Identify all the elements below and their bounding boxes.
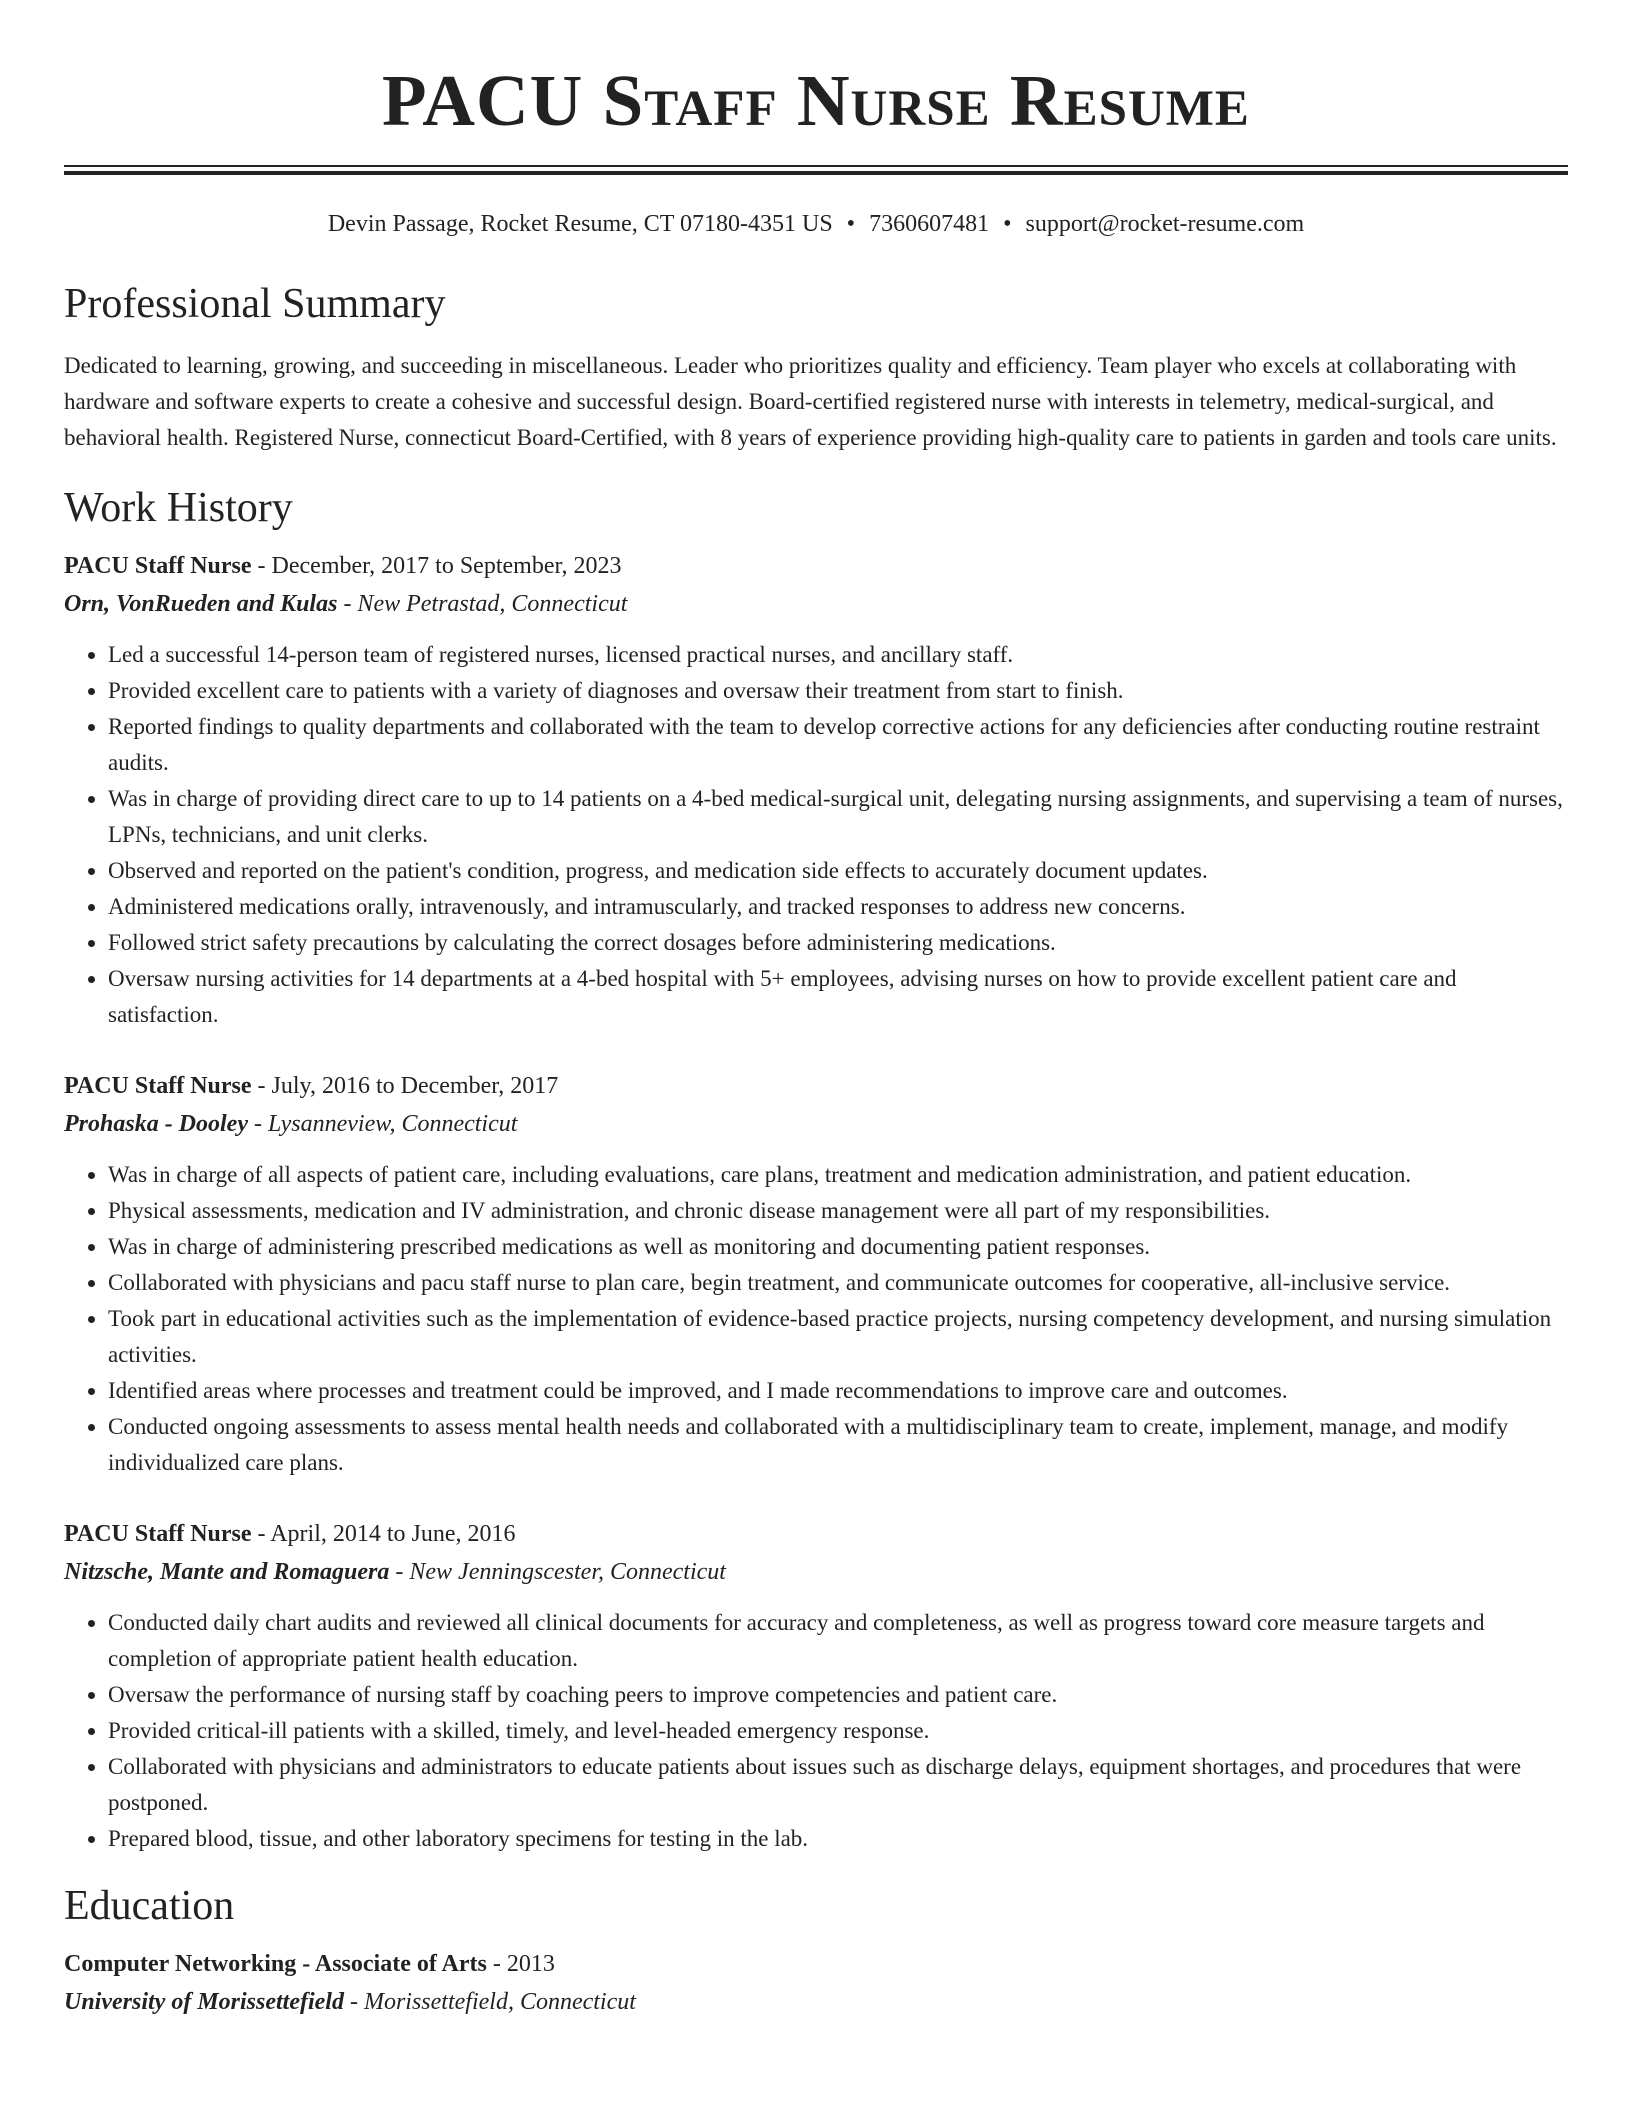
contact-email: support@rocket-resume.com: [1025, 211, 1305, 237]
job-bullet: • Oversaw nursing activities for 14 departments at a 4-bed hospital with 5+ employees, advising nurses on how to provide excellent patient care and satisfaction.: [108, 961, 1568, 1033]
title-divider: [64, 165, 1568, 175]
job-location: - New Jenningscester, Connecticut: [389, 1559, 726, 1585]
job-bullet: • Was in charge of administering prescribed medications as well as monitoring and documenting patient responses.: [108, 1229, 1568, 1265]
job-bullet: • Administered medications orally, intravenously, and intramuscularly, and tracked responses to address new concerns.: [108, 889, 1568, 925]
job-entry: [64, 547, 1568, 1033]
job-entry: [64, 1515, 1568, 1857]
job-employer-line: [64, 1553, 1568, 1591]
job-bullet: • Identified areas where processes and treatment could be improved, and I made recommendations to improve care and outcomes.: [108, 1373, 1568, 1409]
job-dates: - July, 2016 to December, 2017: [251, 1073, 559, 1099]
job-bullet: • Collaborated with physicians and pacu staff nurse to plan care, begin treatment, and communicate outcomes for cooperative, all-inclusive service.: [108, 1265, 1568, 1301]
education-school: University of Morissettefield: [64, 1989, 344, 2015]
job-bullet: • Conducted ongoing assessments to assess mental health needs and collaborated with a multidisciplinary team to create, implement, manage, and modify individualized care plans.: [108, 1409, 1568, 1481]
education-year: - 2013: [486, 1951, 555, 1977]
job-bullet: • Provided excellent care to patients with a variety of diagnoses and oversaw their treatment from start to finish.: [108, 673, 1568, 709]
job-dates: - April, 2014 to June, 2016: [251, 1521, 516, 1547]
education-degree: Computer Networking - Associate of Arts: [64, 1951, 487, 1977]
contact-phone: 7360607481: [869, 211, 990, 237]
job-bullet: • Oversaw the performance of nursing staff by coaching peers to improve competencies and patient care.: [108, 1677, 1568, 1713]
job-bullet: • Observed and reported on the patient's condition, progress, and medication side effects to accurately document updates.: [108, 853, 1568, 889]
job-bullet: • Took part in educational activities such as the implementation of evidence-based practice projects, nursing competency development, and nursing simulation activities.: [108, 1301, 1568, 1373]
job-bullets: [64, 637, 1568, 1033]
education-heading: Education: [64, 1883, 235, 1929]
job-dates: - December, 2017 to September, 2023: [251, 553, 622, 579]
job-title: PACU Staff Nurse: [64, 1521, 252, 1547]
job-employer: Nitzsche, Mante and Romaguera: [64, 1559, 390, 1585]
contact-line: [64, 209, 1568, 239]
job-bullets: [64, 1605, 1568, 1857]
job-employer: Prohaska - Dooley: [64, 1111, 248, 1137]
job-header: [64, 1067, 1568, 1105]
job-employer-line: [64, 1105, 1568, 1143]
job-bullet: • Physical assessments, medication and IV administration, and chronic disease management were all part of my responsibilities.: [108, 1193, 1568, 1229]
education-school-line: [64, 1983, 1568, 2021]
summary-text: Dedicated to learning, growing, and succeeding in miscellaneous. Leader who prioritizes quality and efficiency. Team player who excels at collaborating with hardware and software experts to create a cohesive and successful design. Board-certified registered nurse with interests in telemetry, medical-surgical, and behavioral health. Registered Nurse, connecticut Board-Certified, with 8 years of experience providing high-quality care to patients in garden and tools care units.: [64, 353, 1557, 450]
job-bullet: • Followed strict safety precautions by calculating the correct dosages before administering medications.: [108, 925, 1568, 961]
job-bullet: • Collaborated with physicians and administrators to educate patients about issues such as discharge delays, equipment shortages, and procedures that were postponed.: [108, 1749, 1568, 1821]
job-bullet: • Was in charge of all aspects of patient care, including evaluations, care plans, treatment and medication administration, and patient education.: [108, 1157, 1568, 1193]
job-location: - New Petrastad, Connecticut: [337, 591, 628, 617]
education-entry: [64, 1945, 1568, 2021]
education-header: [64, 1945, 1568, 1983]
job-bullet: • Prepared blood, tissue, and other laboratory specimens for testing in the lab.: [108, 1821, 1568, 1857]
job-header: [64, 1515, 1568, 1553]
summary-heading: Professional Summary: [64, 281, 446, 327]
contact-separator: •: [846, 211, 856, 237]
job-location: - Lysanneview, Connecticut: [247, 1111, 518, 1137]
job-bullet: • Reported findings to quality departments and collaborated with the team to develop corrective actions for any deficiencies after conducting routine restraint audits.: [108, 709, 1568, 781]
contact-address: Devin Passage, Rocket Resume, CT 07180-4351 US: [327, 211, 833, 237]
contact-separator: •: [1003, 211, 1012, 237]
job-bullet: • Led a successful 14-person team of registered nurses, licensed practical nurses, and ancillary staff.: [108, 637, 1568, 673]
job-entry: [64, 1067, 1568, 1481]
resume-title: PACU Staff Nurse Resume: [382, 60, 1250, 141]
education-location: - Morissettefield, Connecticut: [343, 1989, 636, 2015]
job-bullet: • Provided critical-ill patients with a skilled, timely, and level-headed emergency response.: [108, 1713, 1568, 1749]
job-bullet: • Conducted daily chart audits and reviewed all clinical documents for accuracy and completeness, as well as progress toward core measure targets and completion of appropriate patient health education.: [108, 1605, 1568, 1677]
job-header: [64, 547, 1568, 585]
job-employer: Orn, VonRueden and Kulas: [64, 591, 338, 617]
work-history-heading: Work History: [64, 485, 293, 531]
job-employer-line: [64, 585, 1568, 623]
job-title: PACU Staff Nurse: [64, 553, 252, 579]
job-bullets: [64, 1157, 1568, 1481]
job-title: PACU Staff Nurse: [64, 1073, 252, 1099]
job-bullet: • Was in charge of providing direct care to up to 14 patients on a 4-bed medical-surgical unit, delegating nursing assignments, and supervising a team of nurses, LPNs, technicians, and unit clerks.: [108, 781, 1568, 853]
